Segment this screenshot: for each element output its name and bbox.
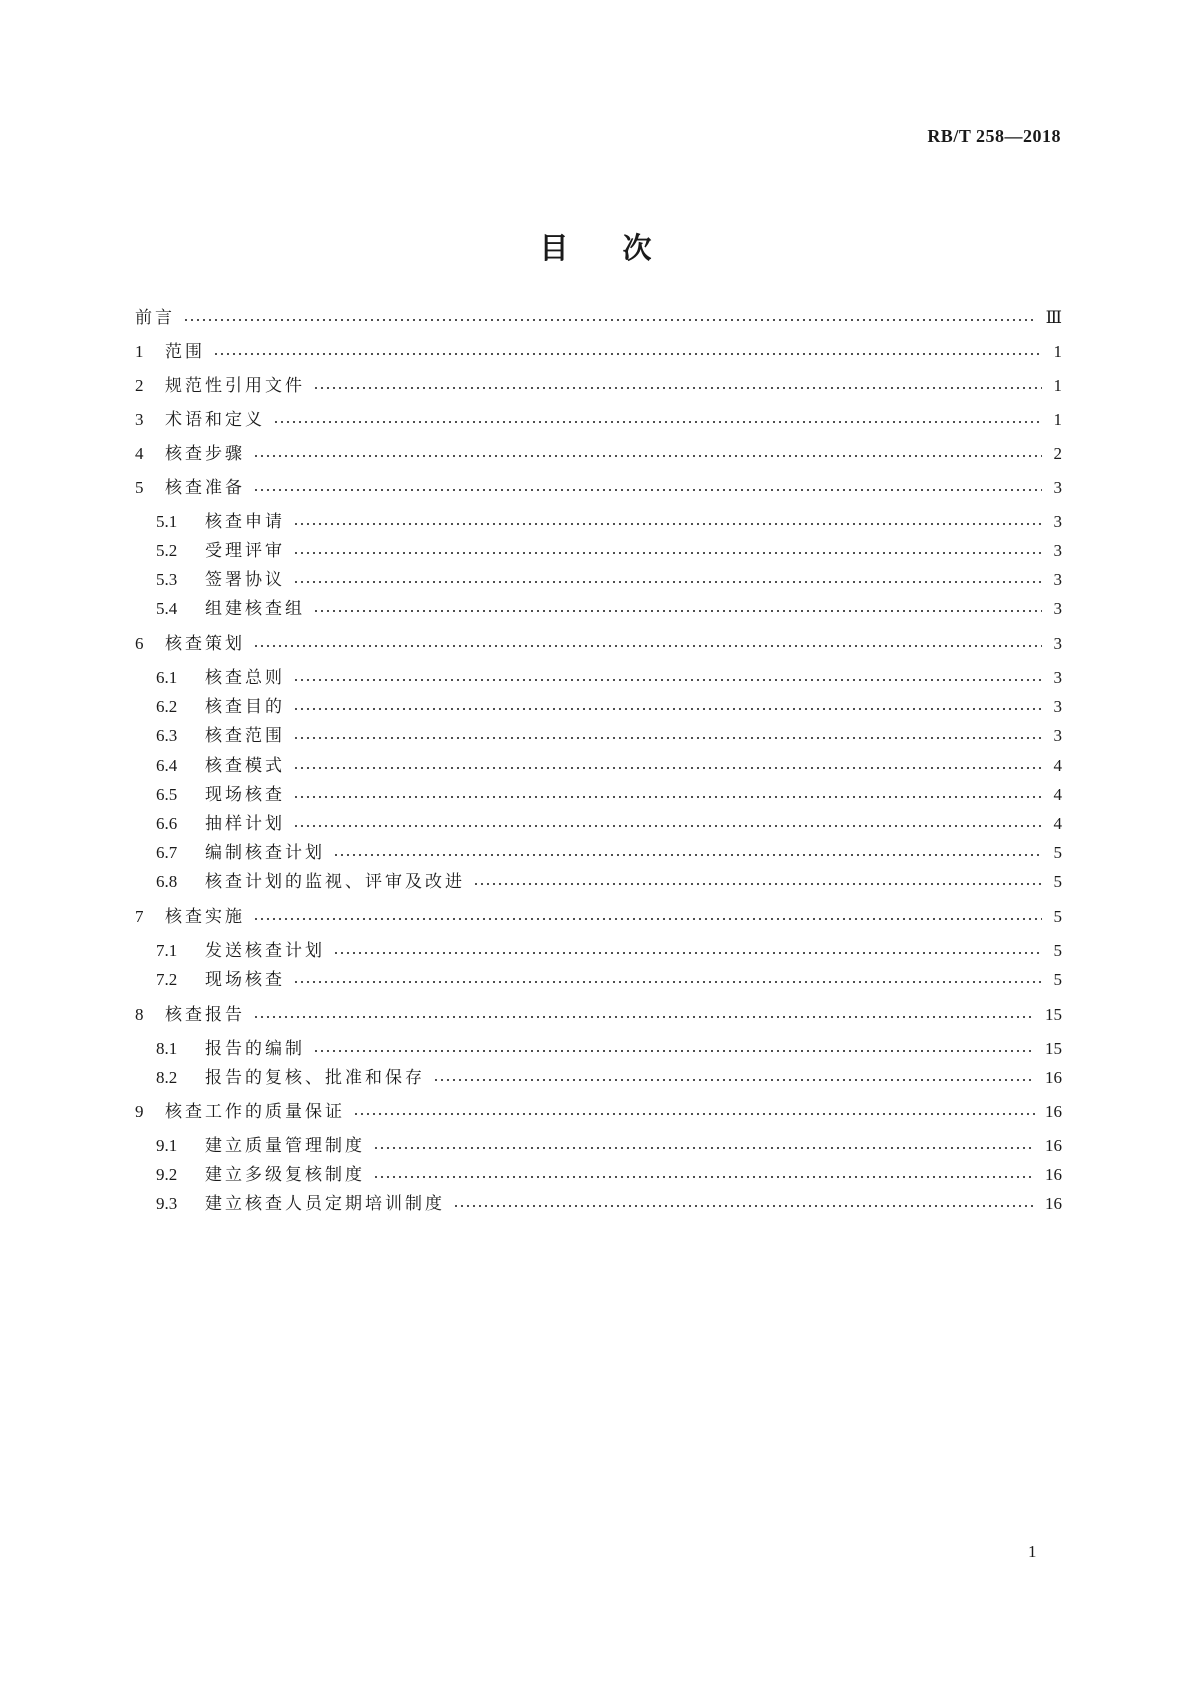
toc-entry-number: 3 xyxy=(135,410,144,429)
toc-dot-leader xyxy=(293,677,1042,683)
toc-entry-number: 8 xyxy=(135,1005,144,1024)
toc-entry-page: 5 xyxy=(1053,872,1062,891)
toc-dot-leader xyxy=(273,419,1042,425)
toc-entry-title: 建立质量管理制度 xyxy=(205,1136,365,1156)
toc-entry-title: 编制核查计划 xyxy=(205,843,325,863)
toc-dot-leader xyxy=(373,1145,1035,1151)
toc-entry-page: 16 xyxy=(1045,1136,1062,1155)
toc-dot-leader xyxy=(293,579,1042,585)
toc-entry-title: 规范性引用文件 xyxy=(165,376,305,396)
toc-entry-page: 16 xyxy=(1045,1194,1062,1213)
toc-entry-title: 现场核查 xyxy=(205,785,285,805)
toc-entry-number: 6.1 xyxy=(156,668,178,687)
toc-entry[interactable] xyxy=(135,374,1062,398)
toc-entry[interactable] xyxy=(156,754,1062,778)
toc-entry-page: 3 xyxy=(1053,599,1062,618)
toc-dot-leader xyxy=(293,706,1042,712)
toc-entry[interactable] xyxy=(135,442,1062,466)
toc-dot-leader xyxy=(293,823,1042,829)
toc-entry-number: 5.2 xyxy=(156,541,178,560)
toc-entry[interactable] xyxy=(156,597,1062,621)
toc-entry-number: 6.8 xyxy=(156,872,178,891)
toc-dot-leader xyxy=(293,550,1042,556)
toc-entry-page: 4 xyxy=(1053,785,1062,804)
toc-entry-page: 5 xyxy=(1053,970,1062,989)
toc-entry-number: 6.4 xyxy=(156,756,178,775)
toc-entry-title: 核查总则 xyxy=(205,668,285,688)
toc-entry-page: 3 xyxy=(1053,570,1062,589)
toc-entry[interactable] xyxy=(135,905,1062,929)
toc-entry-page: 3 xyxy=(1053,541,1062,560)
toc-entry-number: 1 xyxy=(135,342,144,361)
toc-dot-leader xyxy=(333,852,1042,858)
toc-entry-title: 核查申请 xyxy=(205,512,285,532)
toc-entry[interactable] xyxy=(135,340,1062,364)
toc-entry-number: 9.3 xyxy=(156,1194,178,1213)
toc-entry-number: 6.7 xyxy=(156,843,178,862)
toc-entry[interactable] xyxy=(156,695,1062,719)
toc-entry-title: 建立多级复核制度 xyxy=(205,1165,365,1185)
toc-entry-number: 5.1 xyxy=(156,512,178,531)
toc-entry[interactable] xyxy=(156,968,1062,992)
toc-entry-number: 6 xyxy=(135,634,144,653)
toc-entry-page: 3 xyxy=(1053,634,1062,653)
toc-entry-number: 9 xyxy=(135,1102,144,1121)
toc-entry-page: 3 xyxy=(1053,726,1062,745)
toc-entry[interactable] xyxy=(156,539,1062,563)
toc-dot-leader xyxy=(253,487,1042,493)
toc-entry[interactable] xyxy=(156,1066,1062,1090)
toc-dot-leader xyxy=(213,351,1042,357)
toc-entry[interactable] xyxy=(156,870,1062,894)
toc-entry-page: 15 xyxy=(1045,1039,1062,1058)
toc-entry-title: 核查策划 xyxy=(165,634,245,654)
toc-entry-page: 2 xyxy=(1053,444,1062,463)
toc-dot-leader xyxy=(433,1077,1035,1083)
toc-entry-number: 7.2 xyxy=(156,970,178,989)
toc-dot-leader xyxy=(293,794,1042,800)
toc-entry[interactable] xyxy=(156,1192,1062,1216)
toc-entry-page: 3 xyxy=(1053,697,1062,716)
toc-entry-number: 7.1 xyxy=(156,941,178,960)
toc-entry[interactable] xyxy=(156,666,1062,690)
toc-dot-leader xyxy=(373,1174,1035,1180)
toc-entry-page: 4 xyxy=(1053,814,1062,833)
toc-entry-title: 范围 xyxy=(165,342,205,362)
toc-entry-title: 核查范围 xyxy=(205,726,285,746)
toc-dot-leader xyxy=(453,1203,1035,1209)
toc-entry[interactable] xyxy=(135,408,1062,432)
toc-entry-number: 9.2 xyxy=(156,1165,178,1184)
toc-entry-title: 发送核查计划 xyxy=(205,941,325,961)
toc-entry-title: 现场核查 xyxy=(205,970,285,990)
toc-entry-title: 核查实施 xyxy=(165,907,245,927)
toc-entry-title: 建立核查人员定期培训制度 xyxy=(205,1194,445,1214)
toc-entry-page: 3 xyxy=(1053,668,1062,687)
toc-entry-title: 报告的编制 xyxy=(205,1039,305,1059)
toc-entry-title: 核查步骤 xyxy=(165,444,245,464)
toc-dot-leader xyxy=(293,735,1042,741)
toc-entry-number: 2 xyxy=(135,376,144,395)
toc-entry[interactable] xyxy=(135,476,1062,500)
toc-entry-title: 组建核查组 xyxy=(205,599,305,619)
toc-dot-leader xyxy=(473,881,1042,887)
toc-entry-number: 6.5 xyxy=(156,785,178,804)
toc-entry-title: 核查工作的质量保证 xyxy=(165,1102,345,1122)
toc-entry[interactable] xyxy=(156,568,1062,592)
toc-entry-number: 5.4 xyxy=(156,599,178,618)
toc-dot-leader xyxy=(293,765,1042,771)
toc-entry-number: 7 xyxy=(135,907,144,926)
toc-entry-page: 16 xyxy=(1045,1165,1062,1184)
toc-dot-leader xyxy=(293,521,1042,527)
toc-entry[interactable] xyxy=(156,1163,1062,1187)
toc-entry[interactable] xyxy=(156,510,1062,534)
toc-entry-page: 16 xyxy=(1045,1102,1062,1121)
toc-dot-leader xyxy=(313,608,1042,614)
toc-entry-page: 1 xyxy=(1053,376,1062,395)
toc-dot-leader xyxy=(253,643,1042,649)
toc-entry-number: 5 xyxy=(135,478,144,497)
toc-entry[interactable] xyxy=(156,724,1062,748)
toc-entry-page: Ⅲ xyxy=(1045,308,1062,327)
toc-entry[interactable] xyxy=(156,1134,1062,1158)
toc-dot-leader xyxy=(253,1014,1035,1020)
toc-entry-page: 1 xyxy=(1053,342,1062,361)
toc-entry[interactable] xyxy=(156,812,1062,836)
toc-entry-page: 5 xyxy=(1053,907,1062,926)
toc-entry-number: 8.1 xyxy=(156,1039,178,1058)
toc-entry-page: 16 xyxy=(1045,1068,1062,1087)
toc-entry-title: 受理评审 xyxy=(205,541,285,561)
toc-entry-number: 6.6 xyxy=(156,814,178,833)
toc-entry-title: 核查报告 xyxy=(165,1005,245,1025)
toc-entry[interactable] xyxy=(135,306,1062,330)
toc-dot-leader xyxy=(353,1111,1035,1117)
toc-entry-title: 报告的复核、批准和保存 xyxy=(205,1068,425,1088)
toc-entry-page: 15 xyxy=(1045,1005,1062,1024)
toc-entry-page: 4 xyxy=(1053,756,1062,775)
toc-dot-leader xyxy=(253,916,1042,922)
toc-entry[interactable] xyxy=(156,1037,1062,1061)
toc-entry-page: 1 xyxy=(1053,410,1062,429)
toc-entry-title: 核查准备 xyxy=(165,478,245,498)
toc-entry-page: 5 xyxy=(1053,941,1062,960)
toc-entry-title: 前言 xyxy=(135,308,175,328)
toc-entry-title: 核查计划的监视、评审及改进 xyxy=(205,872,465,892)
toc-dot-leader xyxy=(293,979,1042,985)
toc-entry-number: 5.3 xyxy=(156,570,178,589)
toc-dot-leader xyxy=(253,453,1042,459)
toc-entry[interactable] xyxy=(135,1003,1062,1027)
toc-entry-title: 核查模式 xyxy=(205,756,285,776)
document-code: RB/T 258—2018 xyxy=(927,126,1061,146)
toc-dot-leader xyxy=(313,1048,1035,1054)
toc-entry-page: 3 xyxy=(1053,512,1062,531)
toc-entry-number: 4 xyxy=(135,444,144,463)
toc-dot-leader xyxy=(183,317,1036,323)
toc-entry[interactable] xyxy=(156,841,1062,865)
toc-entry-number: 9.1 xyxy=(156,1136,178,1155)
toc-entry[interactable] xyxy=(135,1100,1062,1124)
toc-dot-leader xyxy=(313,385,1042,391)
toc-entry-page: 5 xyxy=(1053,843,1062,862)
toc-entry-number: 8.2 xyxy=(156,1068,178,1087)
toc-entry[interactable] xyxy=(135,632,1062,656)
toc-entry-number: 6.3 xyxy=(156,726,178,745)
toc-entry-page: 3 xyxy=(1053,478,1062,497)
toc-entry[interactable] xyxy=(156,783,1062,807)
toc-entry-title: 术语和定义 xyxy=(165,410,265,430)
toc-title: 目次 xyxy=(539,231,706,265)
toc-entry[interactable] xyxy=(156,939,1062,963)
toc-entry-title: 签署协议 xyxy=(205,570,285,590)
toc-dot-leader xyxy=(333,950,1042,956)
toc-entry-title: 抽样计划 xyxy=(205,814,285,834)
toc-entry-title: 核查目的 xyxy=(205,697,285,717)
page-number: 1 xyxy=(1028,1542,1037,1561)
toc-entry-number: 6.2 xyxy=(156,697,178,716)
